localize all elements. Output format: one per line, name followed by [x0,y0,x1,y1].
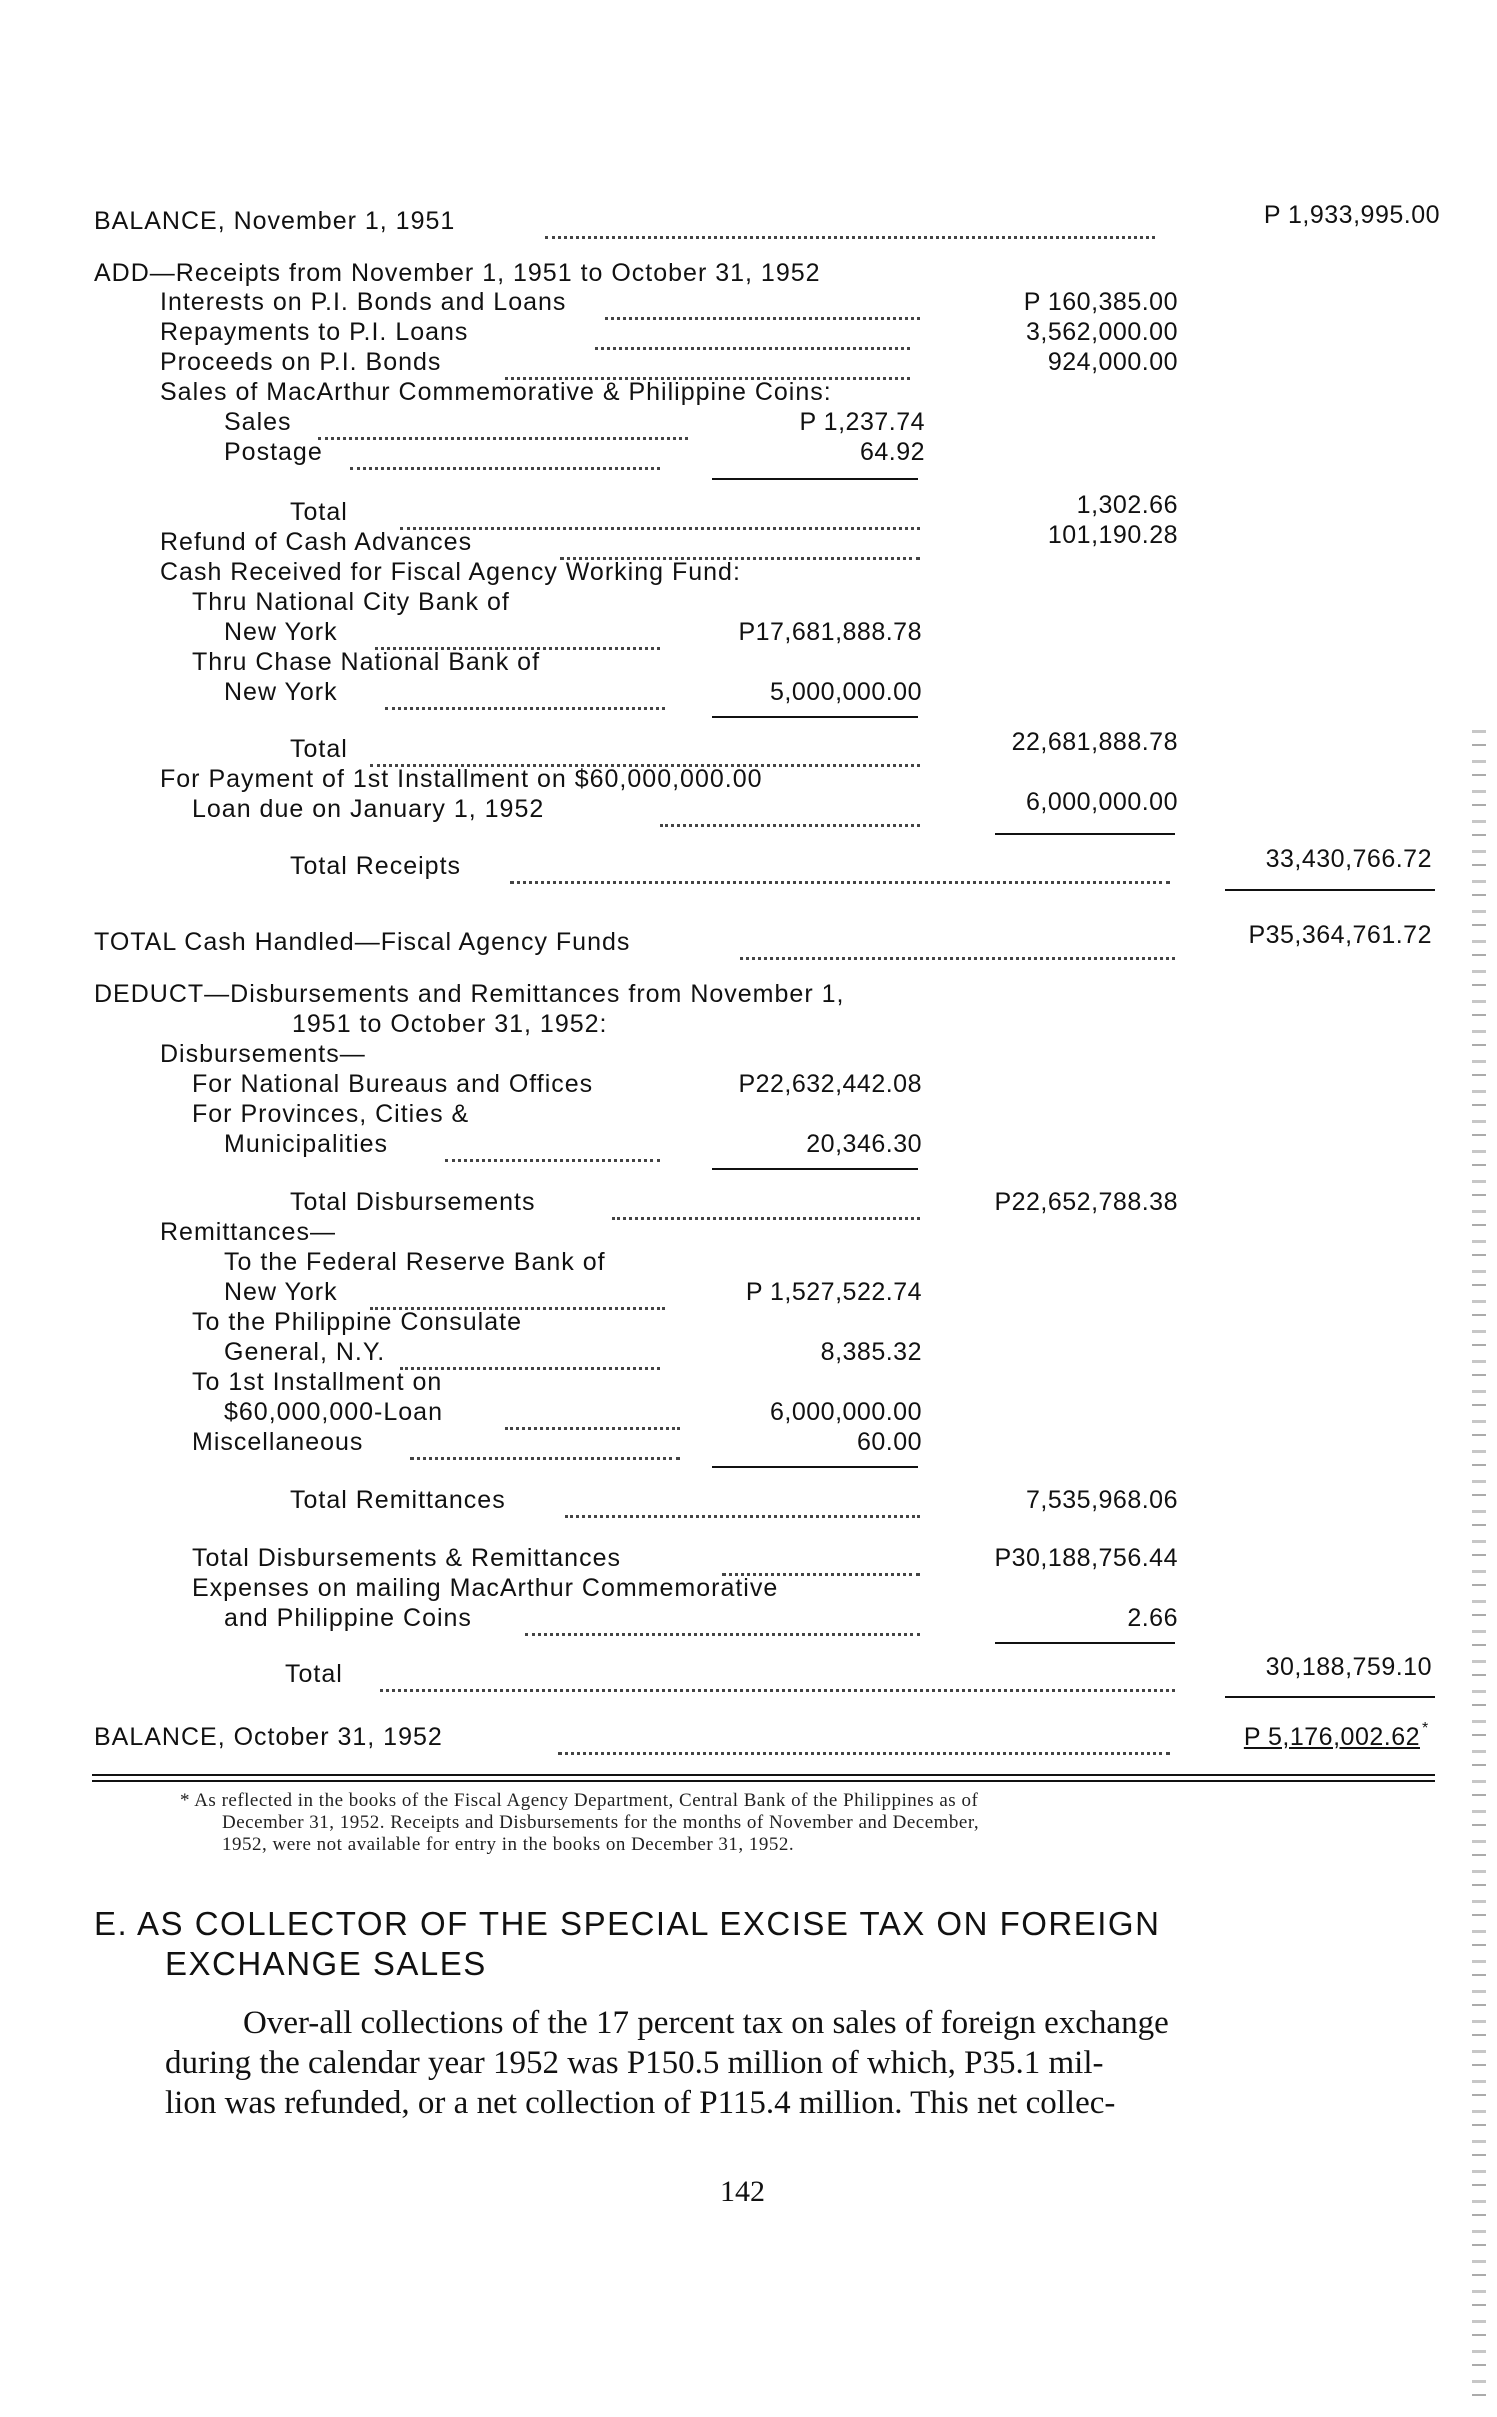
remittances-heading: Remittances— [160,1218,336,1246]
dot-leader [722,1543,920,1576]
balance-close-label: BALANCE, October 31, 1952 [94,1723,443,1751]
dot-leader [400,497,920,530]
city-bank-label: New York [224,618,338,646]
fund-total-label: Total [290,735,348,763]
dot-leader [505,347,910,380]
refund-label: Refund of Cash Advances [160,528,473,556]
section-double-rule [92,1774,1435,1782]
working-fund-heading: Cash Received for Fiscal Agency Working Fund: [160,558,741,586]
fund-total-amount: 22,681,888.78 [1011,728,1178,756]
consulate-label: General, N.Y. [224,1338,386,1366]
subtotal-rule [712,716,918,718]
footnote-line2: December 31, 1952. Receipts and Disbursements for the months of November and December, [222,1812,980,1833]
subtotal-rule [995,833,1175,835]
installment-remit-line1: To 1st Installment on [192,1368,443,1396]
total-rule [1225,889,1435,891]
proceeds-label: Proceeds on P.I. Bonds [160,348,442,376]
total-cash-amount: P35,364,761.72 [1248,921,1432,949]
total-receipts-label: Total Receipts [290,852,462,880]
national-label: For National Bureaus and Offices [192,1070,594,1098]
repayments-label: Repayments to P.I. Loans [160,318,469,346]
scan-edge-artifact [1472,730,1486,2410]
total-cash-label: TOTAL Cash Handled—Fiscal Agency Funds [94,928,631,956]
total-disb-remit-amount: P30,188,756.44 [994,1544,1178,1572]
total-receipts-amount: 33,430,766.72 [1265,845,1432,873]
installment-label: Loan due on January 1, 1952 [192,795,545,823]
section-heading-line2: EXCHANGE SALES [165,1945,487,1982]
chase-line1: Thru Chase National Bank of [192,648,541,676]
installment-line1: For Payment of 1st Installment on $60,000,000.00 [160,765,763,793]
total-remittances-amount: 7,535,968.06 [1026,1486,1178,1514]
dot-leader [510,851,1170,884]
dot-leader [595,317,910,350]
interests-amount: P 160,385.00 [1023,288,1178,316]
balance-close-amount: P 5,176,002.62 [1243,1723,1420,1751]
grand-total-label: Total [285,1660,343,1688]
installment-remit-amount: 6,000,000.00 [770,1398,922,1426]
dot-leader [740,927,1175,960]
consulate-line1: To the Philippine Consulate [192,1308,522,1336]
interests-label: Interests on P.I. Bonds and Loans [160,288,567,316]
grand-total-amount: 30,188,759.10 [1265,1653,1432,1681]
dot-leader [375,617,660,650]
refund-amount: 101,190.28 [1047,521,1178,549]
paragraph-line1: Over-all collections of the 17 percent tax on sales of foreign exchange [243,2005,1169,2041]
postage-label: Postage [224,438,323,466]
expenses-line1: Expenses on mailing MacArthur Commemorative [192,1574,779,1602]
section-heading-line1: E. AS COLLECTOR OF THE SPECIAL EXCISE TAX ON FOREIGN [94,1905,1161,1942]
footnote-line1: * As reflected in the books of the Fiscal Agency Department, Central Bank of the Philippines as of [180,1790,979,1811]
deduct-heading-line1: DEDUCT—Disbursements and Remittances from November 1, [94,980,845,1008]
coins-total-label: Total [290,498,348,526]
total-disbursements-amount: P22,652,788.38 [994,1188,1178,1216]
provinces-amount: 20,346.30 [806,1130,922,1158]
dot-leader [445,1129,660,1162]
footnote-marker: * [1422,1720,1430,1737]
dot-leader [558,1722,1170,1755]
page-number: 142 [720,2175,765,2208]
dot-leader [660,794,920,827]
dot-leader [318,407,688,440]
coins-heading: Sales of MacArthur Commemorative & Philippine Coins: [160,378,832,406]
installment-amount: 6,000,000.00 [1026,788,1178,816]
misc-label: Miscellaneous [192,1428,364,1456]
total-disbursements-label: Total Disbursements [290,1188,536,1216]
dot-leader [565,1485,920,1518]
dot-leader [385,677,665,710]
subtotal-rule [712,1168,918,1170]
subtotal-rule [712,1466,918,1468]
installment-remit-label: $60,000,000-Loan [224,1398,443,1426]
city-bank-line1: Thru National City Bank of [192,588,510,616]
consulate-amount: 8,385.32 [820,1338,922,1366]
paragraph-line3: lion was refunded, or a net collection of P115.4 million. This net collec- [165,2085,1116,2121]
total-remittances-label: Total Remittances [290,1486,506,1514]
subtotal-rule [995,1642,1175,1644]
sales-label: Sales [224,408,292,436]
dot-leader [605,287,920,320]
dot-leader [410,1427,680,1460]
dot-leader [612,1187,920,1220]
subtotal-rule [712,478,918,480]
provinces-label: Municipalities [224,1130,389,1158]
deduct-heading-line2: 1951 to October 31, 1952: [292,1010,608,1038]
coins-total-amount: 1,302.66 [1076,491,1178,519]
disbursements-heading: Disbursements— [160,1040,366,1068]
dot-leader [560,527,920,560]
add-heading: ADD—Receipts from November 1, 1951 to October 31, 1952 [94,259,821,287]
expenses-amount: 2.66 [1127,1604,1178,1632]
total-rule [1225,1696,1435,1698]
balance-open-amount: P 1,933,995.00 [1263,201,1440,229]
dot-leader [525,1603,920,1636]
dot-leader [380,1659,1175,1692]
dot-leader [350,437,660,470]
sales-amount: P 1,237.74 [799,408,925,436]
national-amount: P22,632,442.08 [738,1070,922,1098]
proceeds-amount: 924,000.00 [1047,348,1178,376]
misc-amount: 60.00 [856,1428,922,1456]
frb-amount: P 1,527,522.74 [745,1278,922,1306]
paragraph-line2: during the calendar year 1952 was P150.5 million of which, P35.1 mil- [165,2045,1104,2081]
provinces-line1: For Provinces, Cities & [192,1100,470,1128]
chase-label: New York [224,678,338,706]
balance-open-label: BALANCE, November 1, 1951 [94,207,456,235]
footnote-line3: 1952, were not available for entry in the books on December 31, 1952. [222,1834,795,1855]
total-disb-remit-label: Total Disbursements & Remittances [192,1544,621,1572]
frb-line1: To the Federal Reserve Bank of [224,1248,606,1276]
city-bank-amount: P17,681,888.78 [738,618,922,646]
postage-amount: 64.92 [859,438,925,466]
dot-leader [370,1277,665,1310]
repayments-amount: 3,562,000.00 [1026,318,1178,346]
dot-leader [370,734,920,767]
expenses-label: and Philippine Coins [224,1604,472,1632]
frb-label: New York [224,1278,338,1306]
dot-leader [545,206,1155,239]
dot-leader [400,1337,660,1370]
chase-amount: 5,000,000.00 [770,678,922,706]
dot-leader [505,1397,680,1430]
